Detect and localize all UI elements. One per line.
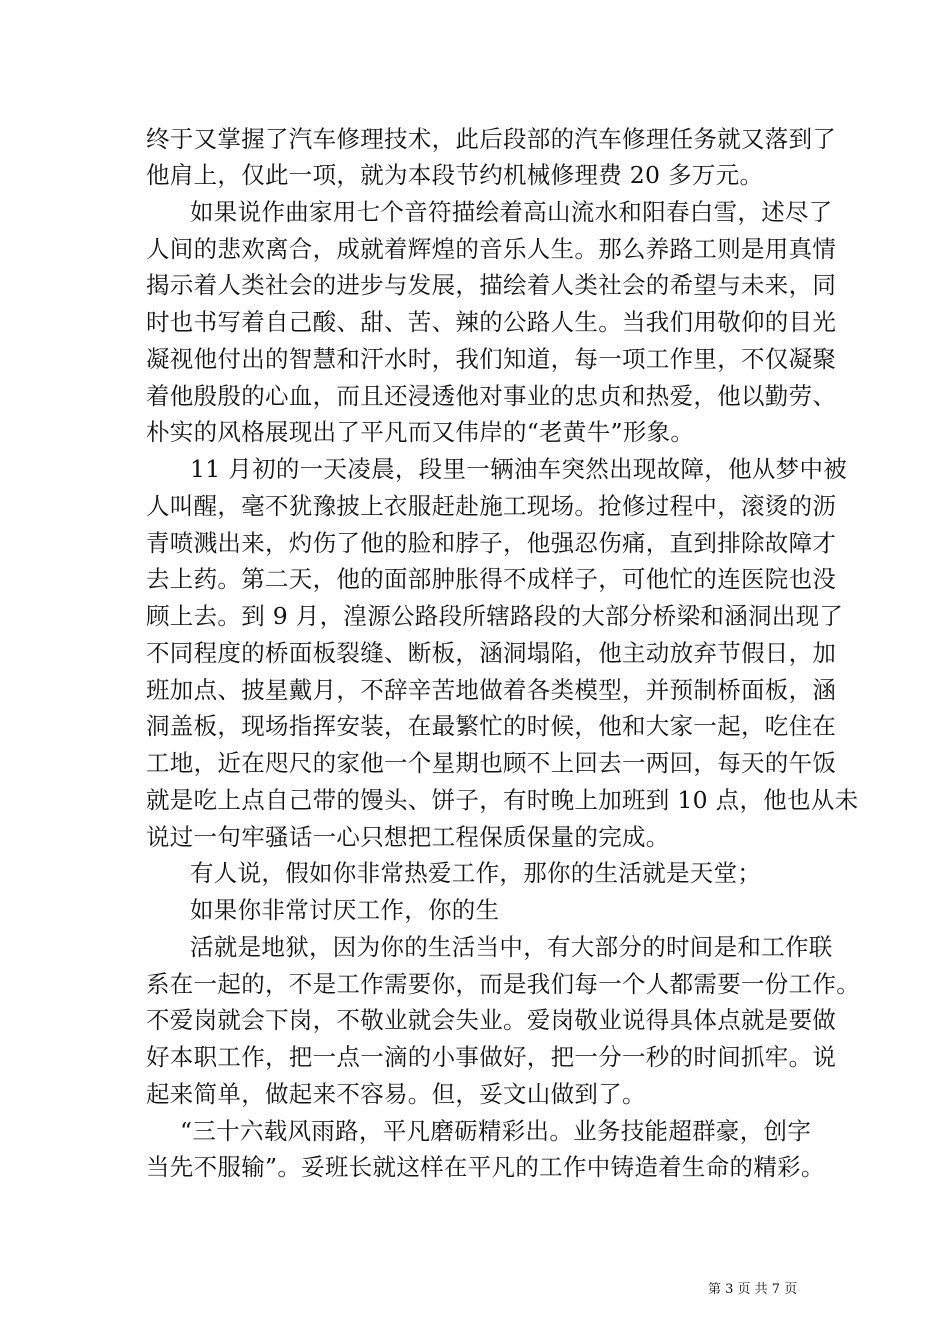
body-line-2: 他肩上，仅此一项，就为本段节约机械修理费 20 多万元。 bbox=[146, 161, 764, 189]
body-line-14: 顾上去。到 9 月，湟源公路段所辖路段的大部分桥梁和涵洞出现了 bbox=[146, 602, 844, 630]
body-line-1: 终于又掌握了汽车修理技术，此后段部的汽车修理任务就又落到了 bbox=[146, 125, 837, 153]
body-line-12: 青喷溅出来，灼伤了他的脸和脖子，他强忍伤痛，直到排除故障才 bbox=[146, 529, 837, 557]
body-line-7: 凝视他付出的智慧和汗水时，我们知道，每一项工作里，不仅凝聚 bbox=[146, 345, 837, 373]
paragraph-start-line: “三十六载风雨路，平凡磨砺精彩出。业务技能超群豪，创字 bbox=[180, 1117, 812, 1145]
paragraph-start-line: 如果你非常讨厌工作，你的生 bbox=[190, 896, 500, 924]
body-line-26: 好本职工作，把一点一滴的小事做好，把一分一秒的时间抓牢。说 bbox=[146, 1043, 837, 1071]
body-line-17: 洞盖板，现场指挥安装，在最繁忙的时候，他和大家一起，吃住在 bbox=[146, 712, 837, 740]
body-line-9: 朴实的风格展现出了平凡而又伟岸的“老黄牛”形象。 bbox=[146, 418, 695, 446]
paragraph-start-line: 有人说，假如你非常热爱工作，那你的生活就是天堂； bbox=[190, 859, 762, 887]
body-line-29: 当先不服输”。妥班长就这样在平凡的工作中铸造着生命的精彩。 bbox=[146, 1153, 825, 1181]
body-line-25: 不爱岗就会下岗，不敬业就会失业。爱岗敬业说得具体点就是要做 bbox=[146, 1006, 837, 1034]
body-line-18: 工地，近在咫尺的家他一个星期也顾不上回去一两回，每天的午饭 bbox=[146, 749, 837, 777]
body-line-8: 着他殷殷的心血，而且还浸透他对事业的忠贞和热爱，他以勤劳、 bbox=[146, 382, 837, 410]
body-line-15: 不同程度的桥面板裂缝、断板，涵洞塌陷，他主动放弃节假日，加 bbox=[146, 639, 837, 667]
body-line-5: 揭示着人类社会的进步与发展，描绘着人类社会的希望与未来，同 bbox=[146, 271, 837, 299]
body-line-19: 就是吃上点自己带的馒头、饼子，有时晚上加班到 10 点，他也从未 bbox=[146, 786, 859, 814]
body-line-4: 人间的悲欢离合，成就着辉煌的音乐人生。那么养路工则是用真情 bbox=[146, 235, 837, 263]
body-line-11: 人叫醒，毫不犹豫披上衣服赶赴施工现场。抢修过程中，滚烫的沥 bbox=[146, 492, 837, 520]
paragraph-start-line: 如果说作曲家用七个音符描绘着高山流水和阳春白雪，述尽了 bbox=[190, 198, 833, 226]
body-line-27: 起来简单，做起来不容易。但，妥文山做到了。 bbox=[146, 1080, 646, 1108]
body-line-13: 去上药。第二天，他的面部肿胀得不成样子，可他忙的连医院也没 bbox=[146, 565, 837, 593]
page-number-footer: 第 3 页 共 7 页 bbox=[708, 1282, 798, 1297]
body-line-20: 说过一句牢骚话一心只想把工程保质保量的完成。 bbox=[146, 823, 670, 851]
paragraph-start-line: 活就是地狱，因为你的生活当中，有大部分的时间是和工作联 bbox=[190, 933, 833, 961]
paragraph-start-line: 11 月初的一天凌晨，段里一辆油车突然出现故障，他从梦中被 bbox=[190, 455, 848, 483]
body-line-16: 班加点、披星戴月，不辞辛苦地做着各类模型，并预制桥面板，涵 bbox=[146, 676, 837, 704]
body-line-6: 时也书写着自己酸、甜、苦、辣的公路人生。当我们用敬仰的目光 bbox=[146, 308, 837, 336]
body-line-24: 系在一起的，不是工作需要你，而是我们每一个人都需要一份工作。 bbox=[146, 970, 860, 998]
